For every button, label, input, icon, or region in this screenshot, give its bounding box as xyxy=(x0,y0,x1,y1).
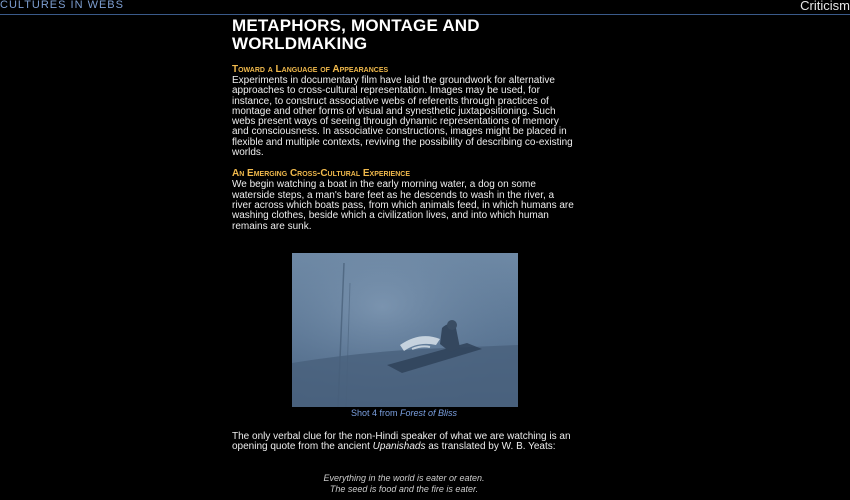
section-label[interactable]: Criticism xyxy=(800,0,850,13)
article-content xyxy=(232,17,576,232)
section-body-2: We begin watching a boat in the early morning water, a dog on some waterside steps, a man's bare feet as he descends to wash in the river, a river across which boats pass, from which animals feed, in which humans are washing clothes, beside which a civilization lives, and into which human remains are sunk. xyxy=(232,179,574,232)
page-title: METAPHORS, MONTAGE AND WORLDMAKING xyxy=(232,16,480,53)
site-title[interactable]: CULTURES IN WEBS xyxy=(0,0,124,11)
italic-upanishads: Upanishads xyxy=(372,441,426,453)
top-bar xyxy=(0,0,850,15)
quote-line-2: The seed is food and the fire is eater. xyxy=(329,483,479,494)
text-after: as translated by W. B. Yeats: xyxy=(425,441,556,453)
section-heading-1: Toward a Language of Appearances xyxy=(232,64,389,75)
paragraph-after-figure xyxy=(232,432,576,453)
block-quote xyxy=(232,473,576,494)
caption-prefix: Shot 4 from xyxy=(350,408,400,418)
film-still-image xyxy=(292,253,518,407)
section-heading-2: An Emerging Cross-Cultural Experience xyxy=(232,168,410,180)
figure-caption xyxy=(232,408,576,418)
section-body-1: Experiments in documentary film have laid the groundwork for alternative approaches to cross-cultural representation. Images may be used, for instance, to construct associative webs of referents through practices of montage and other forms of visual and synesthetic juxtapositioning. Such webs present ways of seeing through dynamic representations of memory and consciousness. In associative constructions, images might be placed in flexible and multiple contexts, reviving the possibility of describing co-existing worlds. xyxy=(232,75,573,159)
text-before: The only verbal clue for the non-Hindi speaker of what we are watching is an opening quote from the ancient xyxy=(232,431,571,453)
caption-film-title: Forest of Bliss xyxy=(400,408,458,418)
quote-line-1: Everything in the world is eater or eaten. xyxy=(323,473,485,483)
